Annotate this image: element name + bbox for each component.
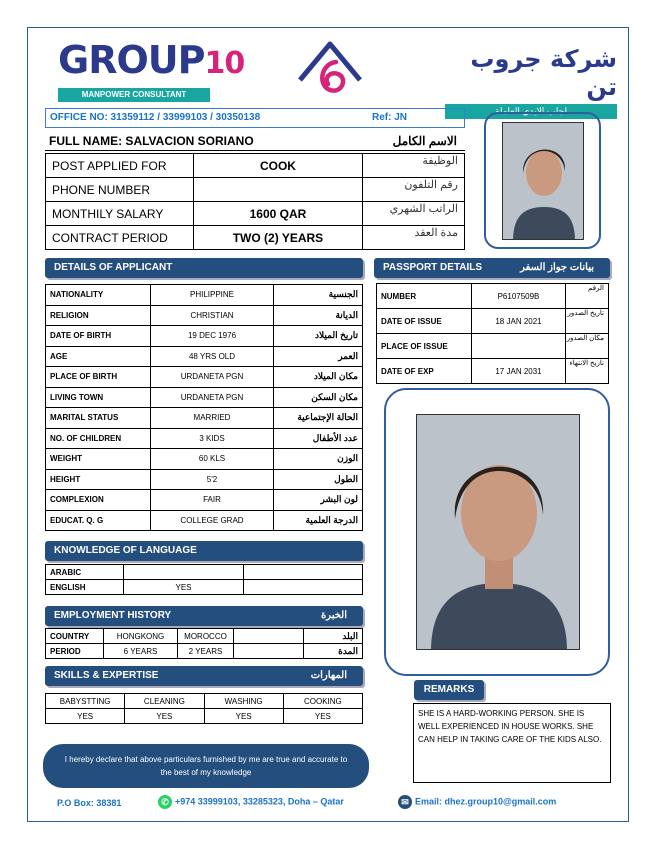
employment-section-title: EMPLOYMENT HISTORY <box>54 610 172 621</box>
logo-wordmark <box>58 38 245 84</box>
post-ar-label: الوظيفة <box>363 154 465 178</box>
passport-label: DATE OF ISSUE <box>377 309 472 334</box>
applicant-photo-large <box>384 388 610 676</box>
skills-section-header <box>45 666 363 686</box>
table-row <box>377 309 609 334</box>
arabic-logo <box>445 45 617 119</box>
period-label: PERIOD <box>46 644 104 659</box>
post-label: POST APPLIED FOR <box>46 154 194 178</box>
detail-value: MARRIED <box>151 408 274 429</box>
passport-details-table <box>376 283 609 384</box>
passport-label: PLACE OF ISSUE <box>377 334 472 359</box>
footer-phone-text: +974 33999103, 33285323, Doha – Qatar <box>175 796 344 807</box>
declaration-banner: I hereby declare that above particulars furnished by me are true and accurate to the best of my knowledge <box>43 744 369 788</box>
detail-value: COLLEGE GRAD <box>151 510 274 531</box>
phone-ar-label: رقم التلفون <box>363 178 465 202</box>
detail-label: MARITAL STATUS <box>46 408 151 429</box>
language-extra-cell <box>244 580 363 595</box>
detail-label: PLACE OF BIRTH <box>46 367 151 388</box>
applicant-section-header <box>45 258 363 278</box>
full-name-row <box>45 131 465 151</box>
footer-phone <box>158 795 344 809</box>
table-row <box>377 334 609 359</box>
language-label: ENGLISH <box>46 580 124 595</box>
detail-ar-label: الدرجة العلمية <box>274 510 363 531</box>
passport-section-ar-title: بيانات جواز السفر <box>520 262 594 273</box>
country-value <box>234 629 304 644</box>
language-extra-cell <box>244 565 363 580</box>
skill-value: YES <box>204 709 283 724</box>
post-value: COOK <box>193 154 363 178</box>
table-row <box>46 285 363 306</box>
employment-section-ar-title: الخبرة <box>320 610 347 621</box>
applicant-details-table <box>45 284 363 531</box>
footer-email-text: Email: dhez.group10@gmail.com <box>415 796 557 807</box>
period-value: 6 YEARS <box>104 644 178 659</box>
skills-section-ar-title: المهارات <box>310 670 347 681</box>
detail-ar-label: مكان السكن <box>274 387 363 408</box>
detail-ar-label: تاريخ الميلاد <box>274 326 363 347</box>
passport-ar-label: تاريخ الانتهاء <box>566 359 609 384</box>
table-row <box>46 580 363 595</box>
passport-ar-label: تاريخ الصدور <box>566 309 609 334</box>
skill-value: YES <box>283 709 362 724</box>
table-row <box>46 387 363 408</box>
detail-label: HEIGHT <box>46 469 151 490</box>
contract-label: CONTRACT PERIOD <box>46 226 194 250</box>
passport-ar-label: الرقم <box>566 284 609 309</box>
detail-value: 19 DEC 1976 <box>151 326 274 347</box>
table-row <box>46 178 465 202</box>
detail-label: DATE OF BIRTH <box>46 326 151 347</box>
detail-ar-label: الوزن <box>274 449 363 470</box>
reference-code: Ref: JN <box>372 112 408 123</box>
full-name-ar-label: الاسم الكامل <box>392 134 457 148</box>
detail-label: NO. OF CHILDREN <box>46 428 151 449</box>
office-numbers: OFFICE NO: 31359112 / 33999103 / 30350138 <box>50 112 261 123</box>
logo-subtitle: MANPOWER CONSULTANT <box>58 88 210 102</box>
detail-label: AGE <box>46 346 151 367</box>
applicant-photo-small <box>484 112 601 249</box>
detail-value: 3 KIDS <box>151 428 274 449</box>
table-row <box>46 326 363 347</box>
po-box: P.O Box: 38381 <box>57 798 122 808</box>
passport-section-title: PASSPORT DETAILS <box>383 262 483 273</box>
remarks-box: SHE IS A HARD-WORKING PERSON. SHE IS WELL EXPERIENCED IN HOUSE WORKS. SHE CAN HELP IN TAKING CARE OF THE KIDS ALSO. <box>413 703 611 783</box>
group10-logo <box>58 38 245 102</box>
table-row <box>46 644 363 659</box>
skill-name: CLEANING <box>125 694 204 709</box>
table-row <box>46 469 363 490</box>
table-row <box>377 359 609 384</box>
salary-value: 1600 QAR <box>193 202 363 226</box>
passport-section-header <box>374 258 610 278</box>
detail-value: FAIR <box>151 490 274 511</box>
logo-group-text: GROUP <box>58 38 205 82</box>
detail-value: CHRISTIAN <box>151 305 274 326</box>
table-row <box>46 629 363 644</box>
skill-name: BABYSTTING <box>46 694 125 709</box>
detail-value: 5'2 <box>151 469 274 490</box>
detail-ar-label: لون البشر <box>274 490 363 511</box>
passport-value: 18 JAN 2021 <box>472 309 566 334</box>
passport-value <box>472 334 566 359</box>
language-table <box>45 564 363 595</box>
table-row <box>46 694 363 709</box>
table-row <box>46 346 363 367</box>
footer-email <box>398 795 556 809</box>
phone-value <box>193 178 363 202</box>
detail-ar-label: الديانة <box>274 305 363 326</box>
table-row <box>46 510 363 531</box>
portrait-image <box>416 414 580 650</box>
skill-value: YES <box>46 709 125 724</box>
table-row <box>46 709 363 724</box>
detail-ar-label: الجنسية <box>274 285 363 306</box>
house-emblem-icon <box>296 38 364 98</box>
table-row <box>46 490 363 511</box>
passport-ar-label: مكان الصدور <box>566 334 609 359</box>
country-label: COUNTRY <box>46 629 104 644</box>
portrait-image <box>502 122 584 240</box>
remarks-title: REMARKS <box>423 684 475 695</box>
table-row <box>46 154 465 178</box>
email-icon: ✉ <box>398 795 412 809</box>
passport-label: DATE OF EXP <box>377 359 472 384</box>
detail-ar-label: عدد الأطفال <box>274 428 363 449</box>
remarks-header <box>414 680 484 700</box>
skill-name: WASHING <box>204 694 283 709</box>
country-value: MOROCCO <box>178 629 234 644</box>
detail-label: LIVING TOWN <box>46 387 151 408</box>
period-value: 2 YEARS <box>178 644 234 659</box>
table-row <box>46 367 363 388</box>
detail-ar-label: الطول <box>274 469 363 490</box>
table-row <box>377 284 609 309</box>
language-section-title: KNOWLEDGE OF LANGUAGE <box>54 545 197 556</box>
detail-label: RELIGION <box>46 305 151 326</box>
country-value: HONGKONG <box>104 629 178 644</box>
detail-value: 48 YRS OLD <box>151 346 274 367</box>
skills-section-title: SKILLS & EXPERTISE <box>54 670 159 681</box>
passport-label: NUMBER <box>377 284 472 309</box>
salary-ar-label: الراتب الشهري <box>363 202 465 226</box>
detail-value: URDANETA PGN <box>151 387 274 408</box>
whatsapp-icon: ✆ <box>158 795 172 809</box>
passport-value: 17 JAN 2031 <box>472 359 566 384</box>
phone-label: PHONE NUMBER <box>46 178 194 202</box>
full-name: FULL NAME: SALVACION SORIANO <box>49 134 254 148</box>
contract-ar-label: مدة العقد <box>363 226 465 250</box>
table-row <box>46 449 363 470</box>
skill-name: COOKING <box>283 694 362 709</box>
detail-value: URDANETA PGN <box>151 367 274 388</box>
applicant-section-title: DETAILS OF APPLICANT <box>54 262 173 273</box>
detail-label: EDUCAT. Q. G <box>46 510 151 531</box>
employment-section-header <box>45 606 363 626</box>
table-row <box>46 226 465 250</box>
language-value: YES <box>124 580 244 595</box>
language-value <box>124 565 244 580</box>
job-info-table <box>45 153 465 250</box>
detail-value: 60 KLS <box>151 449 274 470</box>
table-row <box>46 408 363 429</box>
detail-value: PHILIPPINE <box>151 285 274 306</box>
period-value <box>234 644 304 659</box>
period-ar-label: المدة <box>304 644 363 659</box>
detail-label: COMPLEXION <box>46 490 151 511</box>
table-row <box>46 428 363 449</box>
table-row <box>46 565 363 580</box>
detail-ar-label: الحالة الإجتماعية <box>274 408 363 429</box>
language-section-header <box>45 541 363 561</box>
skill-value: YES <box>125 709 204 724</box>
table-row <box>46 305 363 326</box>
detail-label: WEIGHT <box>46 449 151 470</box>
employment-table <box>45 628 363 659</box>
table-row <box>46 202 465 226</box>
language-label: ARABIC <box>46 565 124 580</box>
arabic-logo-text: شركة جروب تن <box>470 45 617 101</box>
contract-value: TWO (2) YEARS <box>193 226 363 250</box>
office-bar <box>45 108 465 128</box>
logo-ten-text: 10 <box>204 46 245 81</box>
arabic-logo-subtitle: لجلب الايدي العاملة <box>445 104 617 119</box>
skills-table <box>45 693 363 724</box>
detail-ar-label: العمر <box>274 346 363 367</box>
country-ar-label: البلد <box>304 629 363 644</box>
passport-value: P6107509B <box>472 284 566 309</box>
detail-ar-label: مكان الميلاد <box>274 367 363 388</box>
detail-label: NATIONALITY <box>46 285 151 306</box>
salary-label: MONTHILY SALARY <box>46 202 194 226</box>
